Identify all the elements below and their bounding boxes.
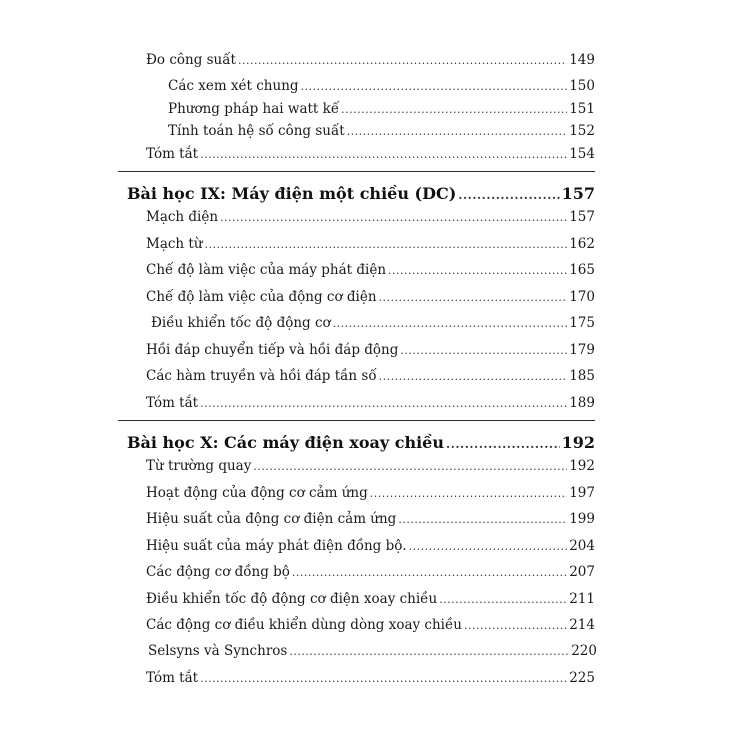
dot-leader xyxy=(333,315,568,333)
toc-entry-page: 214 xyxy=(569,617,595,633)
toc-entry xyxy=(146,341,595,360)
toc-entry-label: Selsyns và Synchros xyxy=(148,643,288,659)
dot-leader xyxy=(292,564,567,582)
toc-entry-page: 170 xyxy=(569,289,595,305)
toc-entry xyxy=(146,288,595,307)
dot-leader xyxy=(409,538,568,556)
toc-entry xyxy=(146,51,595,70)
dot-leader xyxy=(370,485,567,503)
toc-entry-page: 197 xyxy=(569,485,595,501)
dot-leader xyxy=(464,617,567,635)
toc-entry-page: 207 xyxy=(569,564,595,580)
toc-entry-page: 204 xyxy=(569,538,595,554)
toc-entry-page: 175 xyxy=(569,315,595,331)
toc-entry-page: 220 xyxy=(571,643,597,659)
toc-entry xyxy=(146,669,595,688)
dot-leader xyxy=(220,209,567,227)
toc-entry-label: Mạch điện xyxy=(146,209,219,225)
toc-entry-label: Các hàm truyền và hồi đáp tần số xyxy=(146,368,377,384)
toc-entry-page: 211 xyxy=(569,591,595,607)
toc-entry-label: Các xem xét chung xyxy=(168,78,299,94)
toc-entry xyxy=(146,510,595,529)
toc-entry xyxy=(148,642,597,661)
toc-entry-label: Chế độ làm việc của máy phát điện xyxy=(146,262,387,278)
toc-entry xyxy=(146,484,595,503)
dot-leader xyxy=(379,368,568,386)
toc-entry-page: 157 xyxy=(569,209,595,225)
toc-entry xyxy=(146,367,595,386)
toc-entry-label: Hiệu suất của máy phát điện đồng bộ. xyxy=(146,538,407,554)
chapter-title: Bài học X: Các máy điện xoay chiều xyxy=(127,433,444,452)
toc-entry xyxy=(146,616,595,635)
toc-entry xyxy=(168,100,595,119)
toc-entry-label: Tóm tắt xyxy=(146,146,199,162)
dot-leader xyxy=(379,289,568,307)
dot-leader xyxy=(200,395,567,413)
toc-entry xyxy=(146,590,595,609)
toc-entry xyxy=(146,394,595,413)
toc-entry-page: 149 xyxy=(569,52,595,68)
toc-entry-page: 185 xyxy=(569,368,595,384)
dot-leader xyxy=(200,670,567,688)
toc-entry-label: Chế độ làm việc của động cơ điện xyxy=(146,289,377,305)
toc-entry xyxy=(151,314,595,333)
dot-leader xyxy=(289,643,569,661)
toc-entry-label: Hồi đáp chuyển tiếp và hồi đáp động xyxy=(146,342,399,358)
dot-leader xyxy=(205,236,568,254)
toc-entry-label: Từ trường quay xyxy=(146,458,252,474)
toc-entry-label: Hoạt động của động cơ cảm ứng xyxy=(146,485,368,501)
dot-leader xyxy=(398,511,567,529)
dot-leader xyxy=(200,146,567,164)
toc-entry-page: 179 xyxy=(569,342,595,358)
dot-leader xyxy=(253,458,567,476)
chapter-heading xyxy=(127,433,595,454)
toc-entry xyxy=(146,208,595,227)
chapter-heading xyxy=(127,184,595,205)
toc-entry xyxy=(146,537,595,556)
toc-entry-page: 165 xyxy=(569,262,595,278)
toc-entry-label: Các động cơ đồng bộ xyxy=(146,564,290,580)
toc-entry-label: Các động cơ điều khiển dùng dòng xoay chiều xyxy=(146,617,462,633)
toc-entry xyxy=(168,77,595,96)
toc-entry-page: 154 xyxy=(569,146,595,162)
toc-entry xyxy=(146,261,595,280)
toc-entry-label: Tính toán hệ số công suất xyxy=(168,123,345,139)
toc-entry-page: 151 xyxy=(569,101,595,117)
toc-entry-label: Hiệu suất của động cơ điện cảm ứng xyxy=(146,511,397,527)
toc-entry-page: 150 xyxy=(569,78,595,94)
toc-entry xyxy=(168,122,595,141)
toc-entry-label: Mạch từ xyxy=(146,236,203,252)
toc-entry xyxy=(146,235,595,254)
toc-entry xyxy=(146,457,595,476)
toc-entry-label: Tóm tắt xyxy=(146,395,199,411)
toc-entry-page: 189 xyxy=(569,395,595,411)
dot-leader xyxy=(439,591,567,609)
toc-entry-page: 225 xyxy=(569,670,595,686)
toc-entry-label: Điều khiển tốc độ động cơ điện xoay chiều xyxy=(146,591,438,607)
toc-entry xyxy=(146,145,595,164)
toc-entry-page: 152 xyxy=(569,123,595,139)
section-divider xyxy=(118,171,595,172)
toc-entry-page: 199 xyxy=(569,511,595,527)
chapter-title: Bài học IX: Máy điện một chiều (DC) xyxy=(127,184,457,203)
toc-entry-label: Phương pháp hai watt kế xyxy=(168,101,340,117)
dot-leader xyxy=(238,52,567,70)
toc-entry-page: 162 xyxy=(569,236,595,252)
dot-leader xyxy=(446,434,560,454)
toc-entry xyxy=(146,563,595,582)
chapter-page: 157 xyxy=(561,184,595,203)
dot-leader xyxy=(458,185,559,205)
chapter-page: 192 xyxy=(561,433,595,452)
section-divider xyxy=(118,420,595,421)
dot-leader xyxy=(388,262,567,280)
toc-entry-label: Đo công suất xyxy=(146,52,236,68)
dot-leader xyxy=(347,123,568,141)
dot-leader xyxy=(341,101,567,119)
toc-entry-label: Tóm tắt xyxy=(146,670,199,686)
toc-entry-page: 192 xyxy=(569,458,595,474)
toc-entry-label: Điều khiển tốc độ động cơ xyxy=(151,315,331,331)
dot-leader xyxy=(400,342,567,360)
dot-leader xyxy=(301,78,568,96)
